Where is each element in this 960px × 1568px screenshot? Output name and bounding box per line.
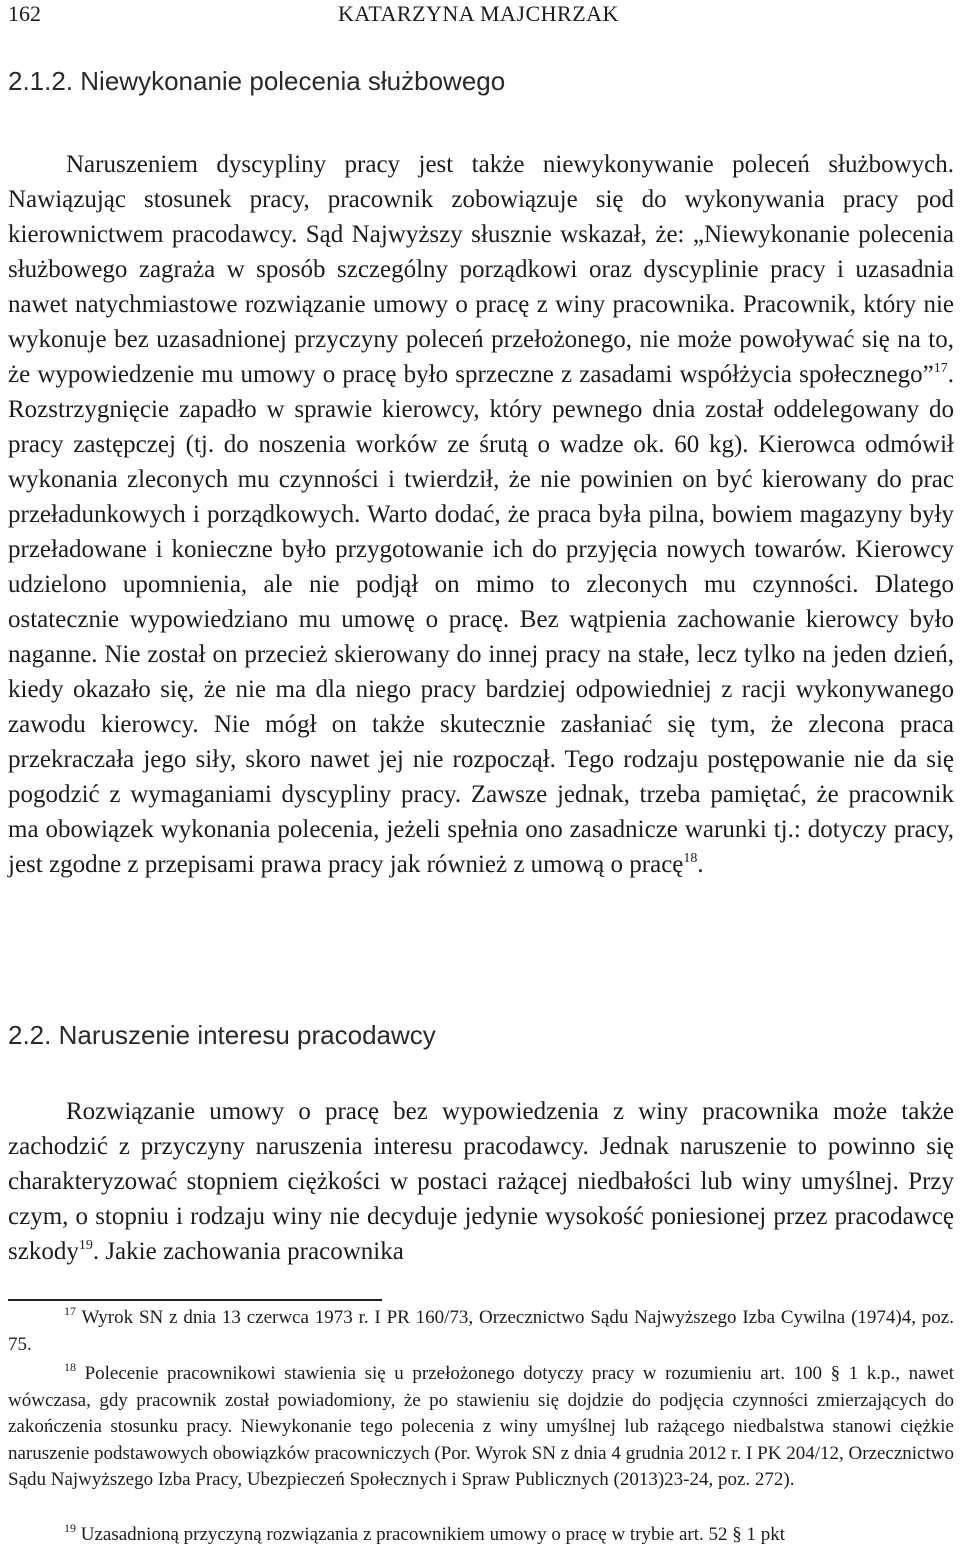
paragraph-text: Naruszeniem dyscypliny pracy jest także niewykonywanie poleceń służbowych. Nawiązując stosunek pracy, pracownik zobowiązuje się do wykonywania pracy pod kierownictwem pracodawcy. Sąd Najwyższy słusznie wskazał, że: „Niewykonanie polecenia służbowego zagraża w sposób szczególny porządkowi oraz dyscyplinie pracy i uzasadnia nawet natychmiastowe rozwiązanie umowy o pracę z winy pracownika. Pracownik, który nie wykonuje bez uzasadnionej przyczyny poleceń przełożonego, nie może powoływać się na to, że wypowiedzenie mu umowy o pracę było sprzeczne z zasadami współżycia społecznego”: [8, 151, 954, 388]
footnote-number: 18: [64, 1359, 76, 1374]
footnote-ref-19[interactable]: 19: [78, 1237, 93, 1253]
paragraph-text: Rozwiązanie umowy o pracę bez wypowiedzenia z winy pracownika może także zachodzić z przyczyny naruszenia interesu pracodawcy. Jednak naruszenie to powinno się charakteryzować stopniem ciężkości w postaci rażącej niedbałości lub winy umyślnej. Przy czym, o stopniu i rodzaju winy nie decyduje jedynie wysokość poniesionej przez pracodawcę szkody: [8, 1098, 954, 1265]
section-2-paragraph: [8, 1094, 954, 1269]
footnote-ref-18[interactable]: 18: [683, 850, 698, 866]
footnote-text: Polecenie pracownikowi stawienia się u przełożonego dotyczy pracy w rozumieniu art. 100 § 1 k.p., nawet wówczasa, gdy pracownik został powiadomiony, że po stawieniu się dojdzie do podjęcia czynności zmierzających do zakończenia stosunku pracy. Niewykonanie tego polecenia z winy umyślnej lub rażącego niedbalstwa stanowi ciężkie naruszenie podstawowych obowiązków pracowniczych (Por. Wyrok SN z dnia 4 grudnia 2012 r. I PK 204/12, Orzecznictwo Sądu Najwyższego Izba Pracy, Ubezpieczeń Społecznych i Spraw Publicznych (2013)23-24, poz. 272).: [8, 1363, 954, 1490]
section-1-paragraph: [8, 147, 954, 882]
paragraph-text: .: [697, 851, 704, 878]
footnote-separator: [8, 1299, 382, 1301]
page-number: 162: [8, 1, 41, 26]
footnote-18: [8, 1361, 954, 1494]
paragraph-text: . Jakie zachowania pracownika: [92, 1238, 404, 1265]
paragraph-text: . Rozstrzygnięcie zapadło w sprawie kierowcy, który pewnego dnia został oddelegowany do pracy zastępczej (tj. do noszenia worków ze śrutą o wadze ok. 60 kg). Kierowca odmówił wykonania zleconych mu czynności i twierdził, że nie powinien on być kierowany do prac przeładunkowych i porządkowych. Warto dodać, że praca była pilna, bowiem magazyny były przeładowane i konieczne było przygotowanie ich do przyjęcia nowych towarów. Kierowcy udzielono upomnienia, ale nie podjął on mimo to zleconych mu czynności. Dlatego ostatecznie wypowiedziano mu umowę o pracę. Bez wątpienia zachowanie kierowcy było naganne. Nie został on przecież skierowany do innej pracy na stałe, lecz tylko na jeden dzień, kiedy okazało się, że nie ma dla niego pracy bardziej odpowiedniej z racji wykonywanego zawodu kierowcy. Nie mógł on także skutecznie zasłaniać się tym, że zlecona praca przekraczała jego siły, skoro nawet jej nie rozpoczął. Tego rodzaju postępowanie nie da się pogodzić z wymaganiami dyscypliny pracy. Zawsze jednak, trzeba pamiętać, że pracownik ma obowiązek wykonania polecenia, jeżeli spełnia ono zasadnicze warunki tj.: dotyczy pracy, jest zgodne z przepisami prawa pracy jak również z umową o pracę: [8, 361, 954, 878]
footnote-19: [8, 1522, 954, 1549]
footnote-17: [8, 1305, 954, 1358]
footnote-text: Uzasadnioną przyczyną rozwiązania z pracownikiem umowy o pracę w trybie art. 52 § 1 pkt: [80, 1524, 786, 1545]
footnote-number: 17: [64, 1303, 76, 1318]
footnote-number: 19: [64, 1520, 76, 1535]
page-header: [8, 0, 952, 30]
footnote-text: Wyrok SN z dnia 13 czerwca 1973 r. I PR 160/73, Orzecznictwo Sądu Najwyższego Izba Cywilna (1974)4, poz. 75.: [8, 1307, 954, 1355]
section-heading-2-2: 2.2. Naruszenie interesu pracodawcy: [8, 1020, 436, 1050]
running-head: KATARZYNA MAJCHRZAK: [338, 1, 619, 26]
footnote-ref-17[interactable]: 17: [933, 360, 948, 376]
section-heading-2-1-2: 2.1.2. Niewykonanie polecenia służbowego: [8, 66, 506, 96]
